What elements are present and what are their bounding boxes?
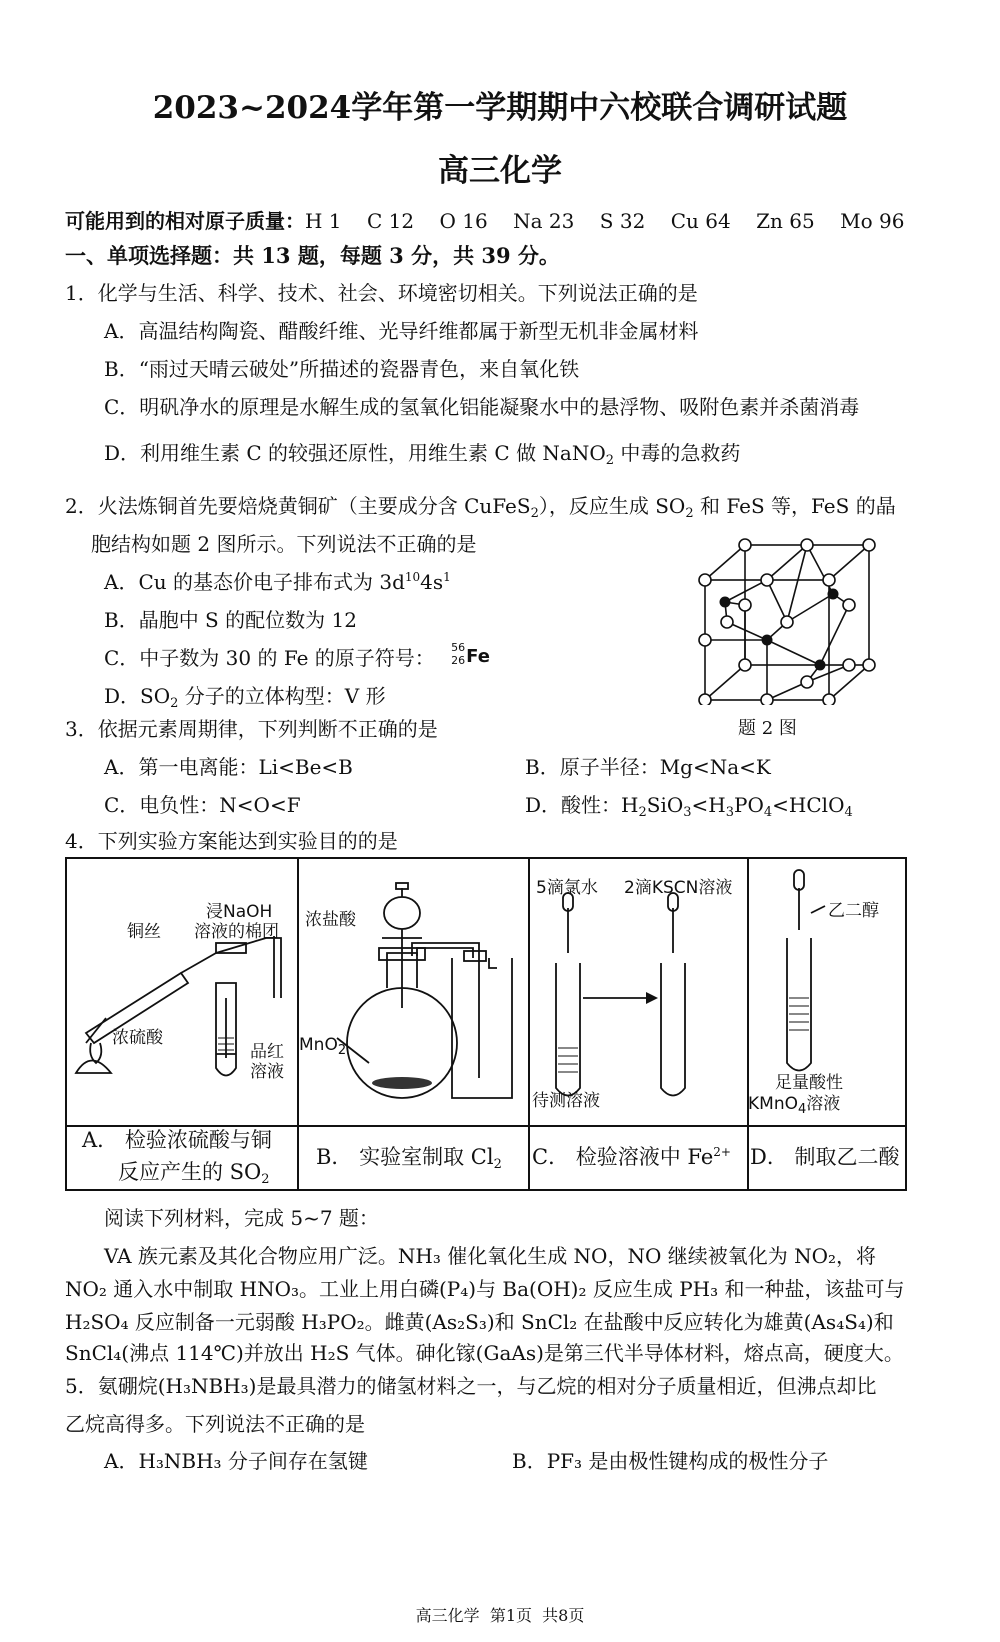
q1-d-suffix: 中毒的急救药	[614, 441, 741, 465]
label-naoh-cotton-1: 浸NaOH	[206, 902, 273, 922]
q3-option-d	[525, 792, 853, 818]
reading-line-1: VA 族元素及其化合物应用广泛。NH₃ 催化氧化生成 NO，NO 继续被氧化为 NO₂，将	[104, 1244, 876, 1268]
label-kmno4	[748, 1089, 841, 1117]
caption-c	[532, 1143, 731, 1171]
q3-d-sub-4a: 4	[763, 805, 773, 820]
label-chlorine-water: 5滴氯水	[536, 878, 598, 898]
q5-option-b: B．PF₃ 是由极性键构成的极性分子	[512, 1449, 829, 1473]
q1-option-c: C．明矾净水的原理是水解生成的氢氧化铝能凝聚水中的悬浮物、吸附色素并杀菌消毒	[104, 395, 860, 419]
q3-d-mid2: <H	[691, 793, 726, 817]
subject-title: 高三化学	[438, 153, 562, 189]
section-heading: 一、单项选择题：共 13 题，每题 3 分，共 39 分。	[65, 243, 560, 268]
fe-symbol: Fe	[466, 646, 490, 667]
q3-option-a: A．第一电离能：Li<Be<B	[104, 755, 353, 779]
label-conc-sulfuric: 浓硫酸	[112, 1028, 163, 1048]
q5-stem-line2: 乙烷高得多。下列说法不正确的是	[65, 1412, 365, 1436]
q4-stem: 4．下列实验方案能达到实验目的的是	[65, 829, 398, 853]
q3-option-c: C．电负性：N<O<F	[104, 793, 301, 817]
caption-b-sub: 2	[493, 1157, 502, 1172]
atomic-masses-label: 可能用到的相对原子质量：	[65, 209, 305, 233]
q5-stem-line1: 5．氨硼烷(H₃NBH₃)是最具潜力的储氢材料之一，与乙烷的相对分子质量相近，但沸点却比	[65, 1374, 877, 1398]
caption-a-line2-text: 反应产生的 SO	[118, 1160, 262, 1184]
q2-option-c	[104, 641, 499, 671]
label-mno2-sub: 2	[337, 1043, 347, 1058]
q2-s1c: 和 FeS 等，FeS 的晶	[693, 494, 896, 518]
q2-option-d	[104, 683, 386, 709]
q3-d-sub-2a: 2	[638, 805, 647, 820]
label-copper-wire: 铜丝	[127, 922, 161, 942]
q2-stem-line1	[65, 493, 896, 519]
reading-line-4: SnCl₄(沸点 114℃)并放出 H₂S 气体。砷化镓(GaAs)是第三代半导体材料，熔点高，硬度大。	[65, 1341, 904, 1365]
q1-option-a: A．高温结构陶瓷、醋酸纤维、光导纤维都属于新型无机非金属材料	[104, 319, 699, 343]
q1-stem: 1．化学与生活、科学、技术、社会、环境密切相关。下列说法正确的是	[65, 281, 698, 305]
q3-d-mid1: SiO	[646, 793, 684, 817]
label-ethylene-glycol: 乙二醇	[828, 901, 879, 921]
reading-line-2: NO₂ 通入水中制取 HNO₃。工业上用白磷(P₄)与 Ba(OH)₂ 反应生成 PH₃ 和一种盐，该盐可与	[65, 1277, 905, 1301]
q3-d-prefix: D．酸性：H	[525, 793, 639, 817]
q3-d-sub-4b: 4	[844, 805, 853, 820]
q2-option-a	[104, 569, 451, 595]
label-conc-hcl: 浓盐酸	[305, 910, 356, 930]
q3-d-mid3: PO	[734, 793, 764, 817]
fe-atomic-number: 26	[451, 654, 466, 667]
page-footer: 高三化学 第1页 共8页	[415, 1606, 585, 1625]
exam-title: 2023~2024学年第一学期期中六校联合调研试题	[152, 90, 848, 126]
q2-stem-line2: 胞结构如题 2 图所示。下列说法不正确的是	[91, 532, 477, 556]
reading-line-3: H₂SO₄ 反应制备一元弱酸 H₃PO₂。雌黄(As₂S₃)和 SnCl₂ 在盐酸中反应转化为雄黄(As₄S₄)和	[65, 1310, 894, 1334]
q2-c-text: C．中子数为 30 的 Fe 的原子符号：	[104, 646, 435, 670]
q5-option-a: A．H₃NBH₃ 分子间存在氢键	[104, 1449, 368, 1473]
caption-d: D． 制取乙二酸	[750, 1145, 900, 1169]
reading-intro: 阅读下列材料，完成 5~7 题：	[104, 1206, 379, 1230]
caption-a-sub: 2	[261, 1172, 270, 1187]
figure-2-caption: 题 2 图	[738, 718, 797, 739]
label-kmno4-suffix: 溶液	[806, 1094, 841, 1114]
q3-d-sub-3b: 3	[725, 805, 735, 820]
atomic-masses-values: H 1 C 12 O 16 Na 23 S 32 Cu 64 Zn 65 Mo 96	[305, 209, 905, 233]
q2-s1b: ），反应生成 SO	[538, 494, 686, 518]
q2-a-sup1: 10	[404, 570, 421, 584]
q2-a-prefix: A．Cu 的基态价电子排布式为 3d	[104, 570, 405, 594]
q2-a-sup2: 1	[443, 570, 451, 584]
caption-b-text: B． 实验室制取 Cl	[316, 1145, 494, 1169]
q2-option-b: B．晶胞中 S 的配位数为 12	[104, 608, 357, 632]
q3-stem: 3．依据元素周期律，下列判断不正确的是	[65, 717, 438, 741]
q1-d-prefix: D．利用维生素 C 的较强还原性，用维生素 C 做 NaNO	[104, 441, 606, 465]
q2-s1-sub: 2	[530, 506, 539, 521]
label-mno2	[299, 1035, 347, 1058]
label-acidic: 足量酸性	[775, 1073, 843, 1093]
q3-option-b: B．原子半径：Mg<Na<K	[525, 755, 771, 779]
caption-c-text: C． 检验溶液中 Fe	[532, 1145, 714, 1169]
q1-option-d	[104, 440, 740, 466]
q2-d-sub: 2	[170, 696, 179, 711]
label-mno2-text: MnO	[299, 1035, 338, 1055]
label-kmno4-sub: 4	[797, 1102, 807, 1117]
caption-a-line2	[118, 1158, 270, 1186]
q3-d-mid4: <HClO	[772, 793, 845, 817]
fes-unit-cell-figure	[690, 530, 890, 705]
caption-c-sup: 2+	[713, 1145, 731, 1159]
label-magenta-2: 溶液	[250, 1062, 284, 1082]
q1-option-b: B．“雨过天晴云破处”所描述的瓷器青色，来自氧化铁	[104, 357, 580, 381]
label-test-solution: 待测溶液	[532, 1091, 600, 1111]
label-naoh-cotton-2: 溶液的棉团	[194, 922, 279, 942]
label-kmno4-text: KMnO	[748, 1094, 798, 1114]
q2-d-suffix: 分子的立体构型：V 形	[178, 684, 386, 708]
label-kscn: 2滴KSCN溶液	[624, 878, 733, 898]
fe-mass-number: 56	[451, 641, 466, 654]
q3-d-sub-3a: 3	[683, 805, 692, 820]
q2-a-mid: 4s	[420, 570, 444, 594]
label-magenta-1: 品红	[250, 1042, 284, 1062]
caption-b	[316, 1143, 502, 1171]
atomic-masses	[65, 208, 904, 234]
q2-s1: 2．火法炼铜首先要焙烧黄铜矿（主要成分含 CuFeS	[65, 494, 531, 518]
q2-d-prefix: D．SO	[104, 684, 171, 708]
q2-s1b-sub: 2	[685, 506, 694, 521]
q1-d-sub: 2	[605, 453, 615, 468]
fe-nuclide-symbol	[451, 641, 499, 671]
caption-a-line1: A． 检验浓硫酸与铜	[82, 1128, 272, 1152]
apparatus-b-chlorine	[297, 858, 525, 1123]
